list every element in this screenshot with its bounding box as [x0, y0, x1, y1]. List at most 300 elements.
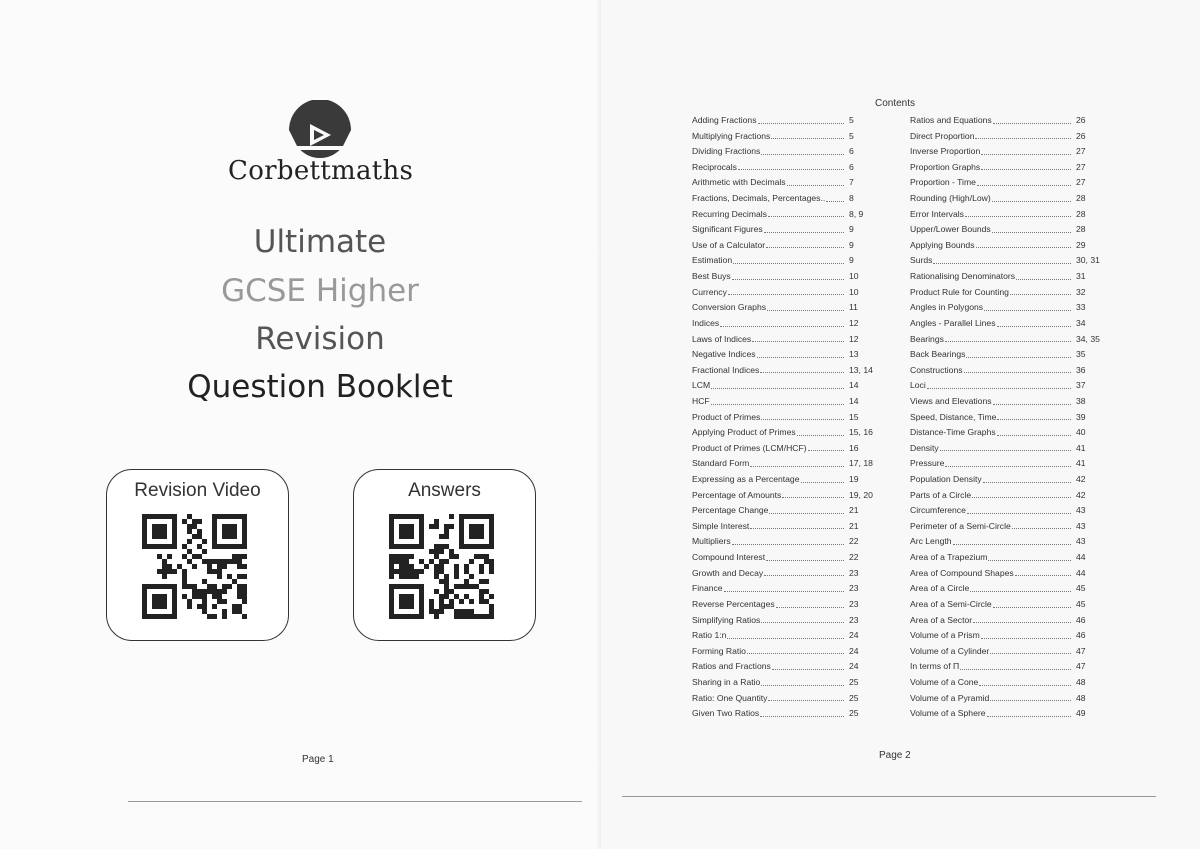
- contents-item-page: 16: [849, 442, 859, 453]
- contents-item-label: In terms of Π: [910, 661, 960, 672]
- contents-item-label: Parts of a Circle: [910, 489, 972, 500]
- contents-item: [910, 597, 1100, 613]
- contents-item-label: Density: [910, 442, 939, 453]
- dot-leader: [732, 534, 844, 545]
- divider: [622, 796, 1156, 797]
- contents-item: [692, 363, 882, 379]
- contents-item-label: Negative Indices: [692, 349, 756, 360]
- revision-video-label: Revision Video: [134, 480, 261, 501]
- contents-item-page: 25: [849, 676, 859, 687]
- contents-item-label: Indices: [692, 317, 720, 328]
- contents-item-page: 22: [849, 536, 859, 547]
- contents-item-label: Compound Interest: [692, 552, 766, 563]
- contents-item-label: Product of Primes (LCM/HCF): [692, 442, 807, 453]
- dot-leader: [766, 238, 844, 249]
- dot-leader: [997, 410, 1071, 421]
- contents-item-page: 21: [849, 520, 859, 531]
- contents-item: [910, 207, 1100, 223]
- dot-leader: [761, 675, 844, 686]
- contents-item: [692, 285, 882, 301]
- dot-leader: [767, 300, 844, 311]
- contents-item-page: 10: [849, 286, 859, 297]
- contents-item-label: Loci: [910, 380, 926, 391]
- contents-item-page: 15: [849, 411, 859, 422]
- contents-item-page: 23: [849, 583, 859, 594]
- contents-item-page: 27: [1076, 146, 1086, 157]
- contents-item-page: 22: [849, 552, 859, 563]
- contents-item: [910, 519, 1100, 535]
- contents-item-label: Back Bearings: [910, 349, 966, 360]
- contents-item: [692, 597, 882, 613]
- contents-item-label: Percentage Change: [692, 505, 769, 516]
- contents-item-label: Area of a Sector: [910, 614, 973, 625]
- contents-item-page: 45: [1076, 583, 1086, 594]
- dot-leader: [1012, 519, 1071, 530]
- contents-item: [910, 253, 1100, 269]
- contents-item-label: Proportion Graphs: [910, 161, 981, 172]
- contents-item: [692, 269, 882, 285]
- dot-leader: [1010, 285, 1071, 296]
- contents-item-label: Arithmetic with Decimals: [692, 177, 786, 188]
- dot-leader: [747, 644, 844, 655]
- contents-item: [910, 238, 1100, 254]
- dot-leader: [966, 347, 1071, 358]
- cover-title-line1: Ultimate: [253, 224, 387, 260]
- contents-item-page: 28: [1076, 224, 1086, 235]
- contents-item: [910, 550, 1100, 566]
- contents-item-page: 44: [1076, 552, 1086, 563]
- contents-item: [910, 394, 1100, 410]
- contents-item-label: Area of a Semi-Circle: [910, 598, 992, 609]
- contents-item: [910, 144, 1100, 160]
- contents-item-label: Ratio: One Quantity: [692, 692, 768, 703]
- dot-leader: [997, 316, 1071, 327]
- dot-leader: [990, 644, 1071, 655]
- contents-item: [910, 363, 1100, 379]
- contents-item-label: Volume of a Prism: [910, 630, 980, 641]
- contents-item-page: 37: [1076, 380, 1086, 391]
- cover-title-line3: Revision: [255, 321, 385, 357]
- contents-item-label: Circumference: [910, 505, 966, 516]
- divider: [128, 801, 582, 802]
- dot-leader: [797, 425, 844, 436]
- contents-item-page: 19, 20: [849, 489, 873, 500]
- contents-item-page: 49: [1076, 708, 1086, 719]
- contents-item-page: 21: [849, 505, 859, 516]
- contents-item-page: 11: [849, 302, 858, 313]
- contents-item-page: 25: [849, 708, 859, 719]
- contents-item: [692, 534, 882, 550]
- dot-leader: [776, 597, 844, 608]
- dot-leader: [787, 175, 844, 186]
- contents-item-label: Ratios and Fractions: [692, 661, 771, 672]
- contents-item-page: 10: [849, 271, 859, 282]
- contents-item: [910, 691, 1100, 707]
- contents-item-label: Growth and Decay: [692, 567, 764, 578]
- contents-item-label: Ratio 1:n: [692, 630, 727, 641]
- contents-item-label: Error Intervals: [910, 208, 964, 219]
- contents-item-label: Distance-Time Graphs: [910, 427, 996, 438]
- contents-item-label: Inverse Proportion: [910, 146, 981, 157]
- contents-item-page: 24: [849, 630, 859, 641]
- contents-item-label: Multipliers: [692, 536, 731, 547]
- contents-item-label: Angles in Polygons: [910, 302, 984, 313]
- contents-item: [692, 253, 882, 269]
- contents-item-label: Standard Form: [692, 458, 750, 469]
- contents-item-page: 41: [1076, 458, 1086, 469]
- contents-item-page: 12: [849, 333, 859, 344]
- contents-item: [910, 222, 1100, 238]
- dot-leader: [992, 222, 1071, 233]
- contents-item: [910, 269, 1100, 285]
- dot-leader: [993, 113, 1071, 124]
- page-crease: [598, 0, 601, 849]
- dot-leader: [732, 269, 844, 280]
- contents-item-label: Volume of a Sphere: [910, 708, 986, 719]
- contents-item-page: 27: [1076, 177, 1086, 188]
- contents-item-label: Speed, Distance, Time: [910, 411, 997, 422]
- contents-item-page: 32: [1076, 286, 1086, 297]
- contents-item: [692, 222, 882, 238]
- page-number-right: Page 2: [879, 750, 911, 761]
- contents-item: [692, 129, 882, 145]
- contents-item-page: 45: [1076, 598, 1086, 609]
- contents-item: [910, 300, 1100, 316]
- contents-item: [692, 659, 882, 675]
- contents-item-page: 28: [1076, 208, 1086, 219]
- contents-page: [600, 0, 1200, 849]
- dot-leader: [750, 519, 844, 530]
- contents-item-label: Product of Primes: [692, 411, 761, 422]
- contents-item-label: Arc Length: [910, 536, 952, 547]
- contents-item-page: 24: [849, 645, 859, 656]
- contents-item-label: Currency: [692, 286, 727, 297]
- contents-item: [910, 472, 1100, 488]
- contents-item-page: 48: [1076, 692, 1086, 703]
- contents-item-label: Multiplying Fractions: [692, 130, 771, 141]
- contents-item-label: Area of a Trapezium: [910, 552, 988, 563]
- contents-item-page: 39: [1076, 411, 1086, 422]
- qr-code-icon: [142, 514, 247, 619]
- dot-leader: [965, 207, 1071, 218]
- contents-item-page: 6: [849, 161, 854, 172]
- dot-leader: [768, 691, 844, 702]
- contents-item-page: 13, 14: [849, 364, 873, 375]
- contents-item-label: LCM: [692, 380, 711, 391]
- corbettmaths-logo-icon: [285, 100, 355, 162]
- contents-item-label: Product Rule for Counting: [910, 286, 1009, 297]
- contents-item: [692, 503, 882, 519]
- dot-leader: [711, 378, 844, 389]
- contents-item-label: Recurring Decimals: [692, 208, 767, 219]
- contents-item: [910, 175, 1100, 191]
- contents-item: [692, 581, 882, 597]
- contents-item-label: Angles - Parallel Lines: [910, 317, 996, 328]
- contents-item: [692, 238, 882, 254]
- dot-leader: [967, 503, 1071, 514]
- contents-item: [910, 347, 1100, 363]
- contents-item-page: 41: [1076, 442, 1086, 453]
- dot-leader: [993, 597, 1071, 608]
- contents-item: [692, 566, 882, 582]
- dot-leader: [972, 488, 1071, 499]
- dot-leader: [760, 706, 844, 717]
- contents-item-page: 42: [1076, 489, 1086, 500]
- contents-item-page: 43: [1076, 505, 1086, 516]
- answers-label: Answers: [408, 480, 481, 501]
- contents-item: [692, 628, 882, 644]
- dot-leader: [981, 160, 1071, 171]
- dot-leader: [760, 363, 844, 374]
- contents-item-page: 38: [1076, 395, 1086, 406]
- dot-leader: [975, 129, 1071, 140]
- contents-item: [692, 410, 882, 426]
- contents-item-page: 15, 16: [849, 427, 873, 438]
- dot-leader: [758, 113, 844, 124]
- contents-item: [692, 644, 882, 660]
- dot-leader: [761, 613, 844, 624]
- dot-leader: [988, 550, 1071, 561]
- contents-item-label: Rationalising Denominators: [910, 271, 1016, 282]
- dot-leader: [761, 144, 844, 155]
- cover-title-line4: Question Booklet: [187, 369, 453, 405]
- dot-leader: [984, 300, 1071, 311]
- dot-leader: [769, 503, 844, 514]
- dot-leader: [979, 675, 1071, 686]
- contents-item: [910, 160, 1100, 176]
- contents-item: [910, 488, 1100, 504]
- dot-leader: [750, 456, 844, 467]
- contents-item: [692, 113, 882, 129]
- dot-leader: [771, 129, 844, 140]
- contents-item: [910, 503, 1100, 519]
- contents-item-page: 25: [849, 692, 859, 703]
- dot-leader: [727, 628, 844, 639]
- contents-item: [910, 425, 1100, 441]
- contents-item-page: 7: [849, 177, 854, 188]
- contents-item-label: Simplifying Ratios: [692, 614, 761, 625]
- dot-leader: [970, 581, 1071, 592]
- answers-card[interactable]: [353, 469, 536, 641]
- contents-item-label: Pressure: [910, 458, 945, 469]
- contents-item: [692, 378, 882, 394]
- contents-item: [692, 550, 882, 566]
- contents-list-left: [692, 113, 882, 722]
- contents-item-page: 12: [849, 317, 859, 328]
- dot-leader: [983, 472, 1071, 483]
- contents-item: [910, 534, 1100, 550]
- dot-leader: [945, 456, 1071, 467]
- contents-item-page: 34, 35: [1076, 333, 1100, 344]
- contents-item-label: Reciprocals: [692, 161, 737, 172]
- contents-item-label: Use of a Calculator: [692, 239, 766, 250]
- contents-item-label: HCF: [692, 395, 710, 406]
- contents-item: [910, 191, 1100, 207]
- contents-item-label: Dividing Fractions: [692, 146, 761, 157]
- contents-item: [910, 410, 1100, 426]
- contents-item: [692, 519, 882, 535]
- contents-item-label: Rounding (High/Low): [910, 193, 991, 204]
- contents-item-page: 17, 18: [849, 458, 873, 469]
- dot-leader: [981, 144, 1071, 155]
- contents-item-label: Upper/Lower Bounds: [910, 224, 991, 235]
- contents-item-page: 40: [1076, 427, 1086, 438]
- contents-item: [910, 285, 1100, 301]
- contents-item-page: 44: [1076, 567, 1086, 578]
- contents-item: [692, 691, 882, 707]
- dot-leader: [990, 691, 1071, 702]
- contents-item: [910, 456, 1100, 472]
- contents-item-label: Perimeter of a Semi-Circle: [910, 520, 1011, 531]
- contents-item-page: 14: [849, 395, 859, 406]
- contents-item: [910, 113, 1100, 129]
- dot-leader: [993, 394, 1071, 405]
- contents-item-label: Area of Compound Shapes: [910, 567, 1014, 578]
- contents-item-label: Simple Interest: [692, 520, 750, 531]
- contents-item: [692, 472, 882, 488]
- dot-leader: [733, 253, 844, 264]
- contents-item: [910, 441, 1100, 457]
- contents-item-label: Applying Product of Primes: [692, 427, 796, 438]
- contents-item-page: 26: [1076, 115, 1086, 125]
- contents-item: [692, 675, 882, 691]
- dot-leader: [976, 238, 1071, 249]
- dot-leader: [738, 160, 844, 171]
- contents-item-label: Volume of a Cylinder: [910, 645, 990, 656]
- contents-item-page: 28: [1076, 193, 1086, 204]
- dot-leader: [933, 253, 1071, 264]
- dot-leader: [1016, 269, 1071, 280]
- contents-item: [692, 144, 882, 160]
- dot-leader: [1015, 566, 1071, 577]
- contents-item: [910, 659, 1100, 675]
- contents-item-label: Best Buys: [692, 271, 731, 282]
- dot-leader: [808, 441, 844, 452]
- contents-item-page: 31: [1076, 271, 1086, 282]
- contents-item-page: 47: [1076, 645, 1086, 656]
- contents-item: [692, 207, 882, 223]
- dot-leader: [964, 363, 1071, 374]
- dot-leader: [826, 191, 844, 202]
- dot-leader: [977, 175, 1071, 186]
- dot-leader: [973, 613, 1071, 624]
- contents-item-page: 26: [1076, 130, 1086, 141]
- contents-item-label: Applying Bounds: [910, 239, 975, 250]
- contents-item: [692, 332, 882, 348]
- contents-item-label: Reverse Percentages: [692, 598, 775, 609]
- contents-item-page: 30, 31: [1076, 255, 1100, 266]
- contents-item: [692, 191, 882, 207]
- contents-item: [910, 332, 1100, 348]
- contents-item-page: 33: [1076, 302, 1086, 313]
- contents-item: [910, 613, 1100, 629]
- dot-leader: [960, 659, 1071, 670]
- contents-item-label: Surds: [910, 255, 933, 266]
- contents-item-label: Fractions, Decimals, Percentages..: [692, 193, 826, 204]
- contents-item-page: 46: [1076, 630, 1086, 641]
- page-number-left: Page 1: [302, 754, 334, 765]
- contents-item-label: Volume of a Cone: [910, 676, 979, 687]
- contents-item: [692, 394, 882, 410]
- contents-item-page: 8, 9: [849, 208, 864, 219]
- contents-item: [692, 300, 882, 316]
- contents-item-label: Volume of a Pyramid: [910, 692, 990, 703]
- contents-item-label: Ratios and Equations: [910, 115, 992, 125]
- contents-item: [692, 613, 882, 629]
- contents-item-page: 23: [849, 598, 859, 609]
- contents-item-label: Adding Fractions: [692, 115, 757, 125]
- contents-item-label: Laws of Indices: [692, 333, 752, 344]
- dot-leader: [953, 534, 1071, 545]
- contents-item-page: 8: [849, 193, 854, 204]
- revision-video-card[interactable]: [106, 469, 289, 641]
- cover-title-line2: GCSE Higher: [221, 273, 419, 309]
- contents-item-page: 27: [1076, 161, 1086, 172]
- dot-leader: [766, 550, 844, 561]
- contents-item-label: Given Two Ratios: [692, 708, 760, 719]
- qr-code-icon: [389, 514, 494, 619]
- contents-item-label: Views and Elevations: [910, 395, 992, 406]
- contents-item-page: 29: [1076, 239, 1086, 250]
- brand-name: Corbettmaths: [228, 156, 414, 186]
- dot-leader: [987, 706, 1071, 717]
- contents-item-label: Sharing in a Ratio: [692, 676, 761, 687]
- contents-item: [910, 316, 1100, 332]
- contents-item-page: 5: [849, 115, 854, 125]
- contents-item-page: 43: [1076, 520, 1086, 531]
- dot-leader: [720, 316, 844, 327]
- dot-leader: [945, 332, 1071, 343]
- contents-item-page: 24: [849, 661, 859, 672]
- contents-item: [692, 456, 882, 472]
- contents-item-page: 6: [849, 146, 854, 157]
- contents-item-page: 9: [849, 239, 854, 250]
- contents-item: [692, 175, 882, 191]
- contents-item: [910, 675, 1100, 691]
- contents-item-page: 34: [1076, 317, 1086, 328]
- dot-leader: [711, 394, 844, 405]
- contents-item: [692, 488, 882, 504]
- dot-leader: [761, 410, 844, 421]
- dot-leader: [992, 191, 1071, 202]
- dot-leader: [724, 581, 844, 592]
- dot-leader: [801, 472, 844, 483]
- dot-leader: [782, 488, 844, 499]
- contents-item: [910, 378, 1100, 394]
- contents-item-page: 14: [849, 380, 859, 391]
- contents-item: [692, 441, 882, 457]
- contents-item-label: Constructions: [910, 364, 963, 375]
- dot-leader: [981, 628, 1071, 639]
- contents-item: [692, 160, 882, 176]
- contents-item: [692, 706, 882, 722]
- contents-item-page: 23: [849, 614, 859, 625]
- contents-item-label: Percentage of Amounts: [692, 489, 782, 500]
- contents-item: [910, 706, 1100, 722]
- contents-title: Contents: [874, 98, 916, 109]
- contents-item-label: Fractional Indices: [692, 364, 760, 375]
- contents-item-page: 47: [1076, 661, 1086, 672]
- dot-leader: [764, 222, 844, 233]
- contents-item: [910, 628, 1100, 644]
- dot-leader: [728, 285, 844, 296]
- contents-item-label: Forming Ratio: [692, 645, 746, 656]
- contents-item: [910, 129, 1100, 145]
- contents-item-label: Bearings: [910, 333, 944, 344]
- contents-item-label: Proportion - Time: [910, 177, 976, 188]
- contents-item: [910, 581, 1100, 597]
- contents-list-right: [910, 113, 1100, 722]
